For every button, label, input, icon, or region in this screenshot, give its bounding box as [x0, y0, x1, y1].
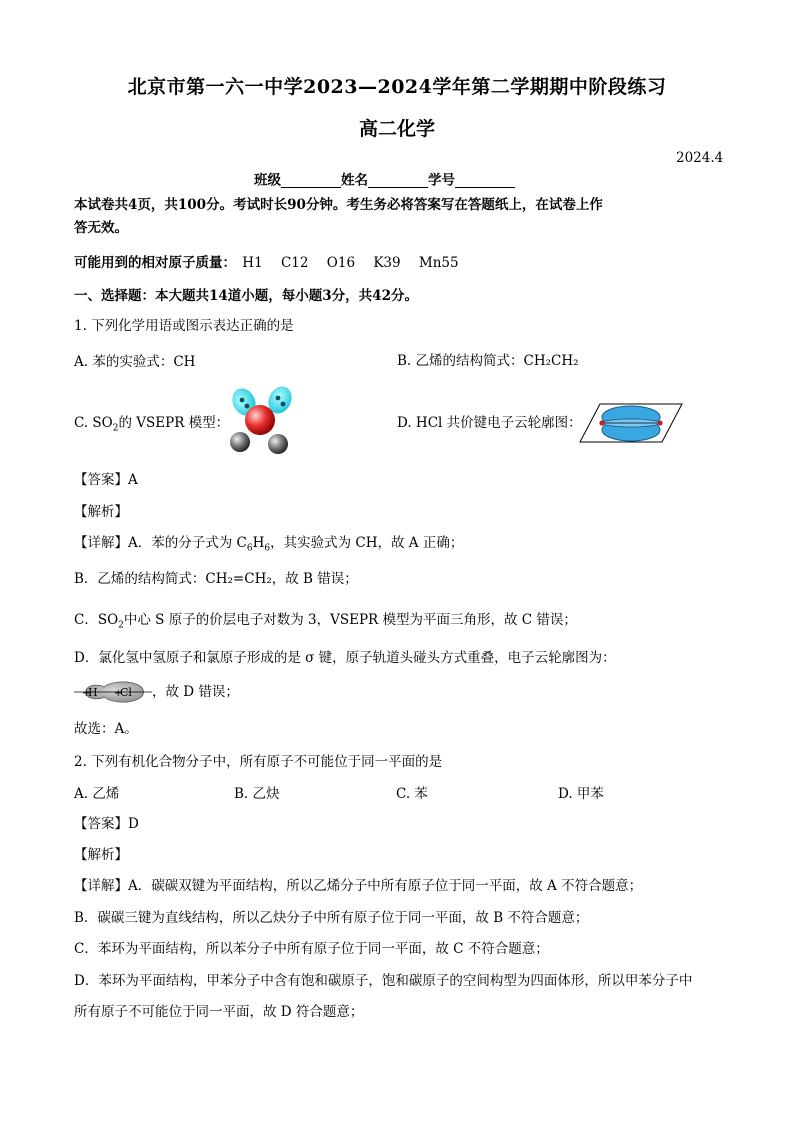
q1-detail-d-tail: ，故 D 错误； — [152, 684, 239, 700]
exam-title: 北京市第一六一中学2023—2024学年第二学期期中阶段练习 — [127, 76, 667, 98]
q2-stem: 2. 下列有机化合物分子中，所有原子不可能位于同一平面的是 — [74, 754, 443, 770]
q1-option-b-formula: CH₂CH₂ — [523, 353, 579, 369]
q1-option-b-label: B. 乙烯的结构简式： — [397, 353, 524, 369]
q1-detail-a-part3: ，其实验式为 CH，故 A 正确； — [270, 535, 464, 551]
q1-detail-c — [74, 614, 577, 631]
mass-h: H1 — [242, 255, 263, 271]
atomic-mass-label: 可能用到的相对原子质量： — [74, 255, 236, 271]
q1-detail-a-part1: 【详解】A．苯的分子式为 C — [74, 535, 247, 551]
q2-detail-a: 【详解】A．碳碳双键为平面结构，所以乙烯分子中所有原子位于同一平面，故 A 不符合题意； — [74, 878, 643, 894]
q1-detail-c-part2: 中心 S 原子的价层电子对数为 3，VSEPR 模型为平面三角形，故 C 错误； — [123, 612, 577, 628]
q1-detail-b-part2: ，故 B 错误； — [271, 571, 358, 587]
name-label: 姓名 — [341, 172, 368, 189]
q1-detail-b-formula: CH₂=CH₂ — [205, 571, 272, 587]
mass-k: K39 — [373, 255, 401, 271]
q1-answer-value: A — [128, 472, 138, 488]
q2-analysis-label: 【解析】 — [74, 847, 128, 863]
q1-answer — [74, 474, 138, 488]
atomic-mass-line — [74, 257, 459, 271]
electron-cloud-image — [578, 400, 684, 446]
q2-option-c: C. 苯 — [396, 786, 428, 802]
q1-detail-d: D．氯化氢中氢原子和氯原子形成的是 σ 键，原子轨道头碰头方式重叠，电子云轮廓图为： — [74, 650, 616, 666]
q1-option-c — [74, 417, 229, 434]
q1-option-c-label: C. SO — [74, 415, 113, 431]
q1-detail-c-part1: C．SO — [74, 612, 119, 628]
student-info-line — [254, 174, 515, 188]
orbital-cl-label: Cl — [120, 686, 132, 699]
orbital-h-label: H — [88, 686, 98, 699]
q1-analysis-label: 【解析】 — [74, 504, 128, 520]
svg-text:+: + — [114, 688, 123, 699]
notice-line-1: 本试卷共4页，共100分。考试时长90分钟。考生务必将答案写在答题纸上，在试卷上作 — [74, 197, 603, 213]
q2-detail-b: B．碳碳三键为直线结构，所以乙炔分子中所有原子位于同一平面，故 B 不符合题意； — [74, 910, 589, 926]
mass-mn: Mn55 — [418, 255, 459, 271]
q1-option-c-suffix: 的 VSEPR 模型： — [118, 415, 230, 431]
q2-answer-label: 【答案】 — [74, 816, 128, 832]
q2-option-a: A. 乙烯 — [74, 786, 120, 802]
q1-option-c-sub: 2 — [112, 423, 119, 434]
exam-date: 2024.4 — [676, 150, 724, 166]
mass-c: C12 — [280, 255, 309, 271]
q1-detail-a-part2: H — [252, 535, 265, 551]
q1-detail-a-sub1: 6 — [246, 543, 253, 554]
q1-stem: 1. 下列化学用语或图示表达正确的是 — [74, 318, 294, 334]
q2-option-b: B. 乙炔 — [234, 786, 280, 802]
q1-option-a: A. 苯的实验式：CH — [74, 354, 196, 370]
q2-option-d: D. 甲苯 — [558, 786, 604, 802]
q2-detail-c: C．苯环为平面结构，所以苯分子中所有原子位于同一平面，故 C 不符合题意； — [74, 941, 549, 957]
class-blank[interactable] — [281, 174, 341, 188]
section1-heading: 一、选择题：本大题共14道小题，每小题3分，共42分。 — [74, 288, 418, 304]
svg-text:+: + — [82, 688, 91, 699]
id-label: 学号 — [428, 172, 455, 189]
q1-detail-a — [74, 537, 463, 554]
class-label: 班级 — [254, 172, 281, 189]
exam-subtitle: 高二化学 — [358, 118, 435, 140]
q1-detail-c-sub: 2 — [118, 620, 124, 631]
q2-answer — [74, 818, 139, 832]
q1-detail-b — [74, 573, 358, 587]
q2-detail-d-line1: D．苯环为平面结构，甲苯分子中含有饱和碳原子，饱和碳原子的空间构型为四面体形，所以甲苯分子中 — [74, 973, 693, 989]
q2-detail-d-line2: 所有原子不可能位于同一平面，故 D 符合题意； — [74, 1004, 364, 1020]
notice-line-2: 答无效。 — [74, 220, 128, 236]
vsepr-model-image — [222, 384, 302, 458]
name-blank[interactable] — [368, 174, 428, 188]
q2-answer-value: D — [128, 816, 139, 832]
q1-option-b — [397, 355, 579, 369]
q1-answer-label: 【答案】 — [74, 472, 128, 488]
sigma-orbital-image — [74, 678, 152, 706]
q1-detail-a-sub2: 6 — [264, 543, 271, 554]
q1-option-d: D. HCl 共价键电子云轮廓图： — [397, 415, 582, 431]
mass-o: O16 — [326, 255, 356, 271]
id-blank[interactable] — [455, 174, 515, 188]
q1-conclusion: 故选：A。 — [74, 721, 138, 737]
q1-detail-b-part1: B．乙烯的结构简式： — [74, 571, 206, 587]
